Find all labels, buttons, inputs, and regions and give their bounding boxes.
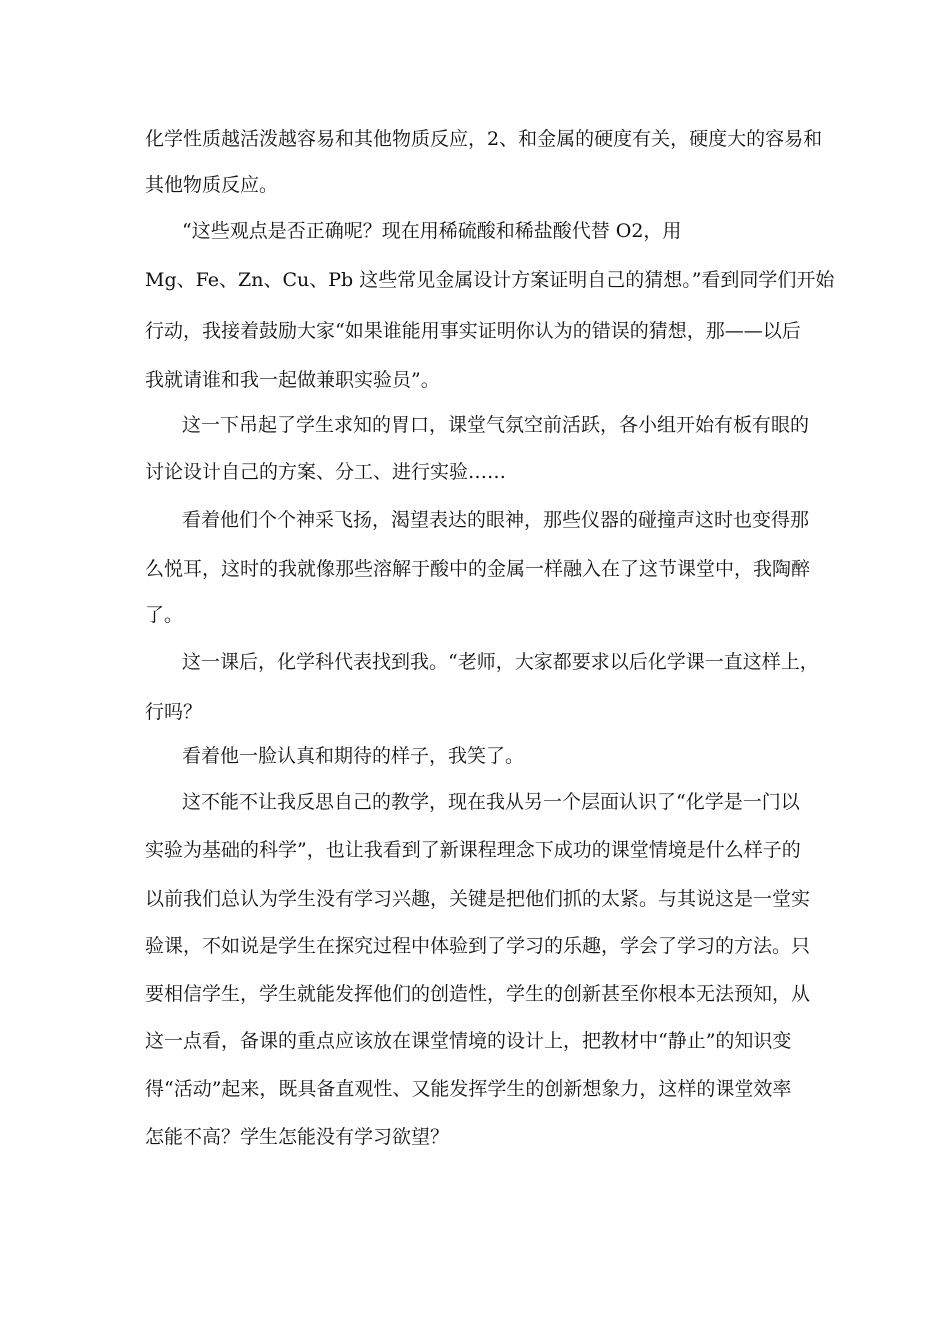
text-line-16: 实验为基础的科学”，也让我看到了新课程理念下成功的课堂情境是什么样子的 [145, 839, 801, 861]
text-line-8: 讨论设计自己的方案、分工、进行实验…… [145, 461, 507, 483]
text-line-22: 怎能不高？学生怎能没有学习欲望？ [145, 1126, 450, 1148]
text-line-1: 化学性质越活泼越容易和其他物质反应，2、和金属的硬度有关，硬度大的容易和 [145, 128, 823, 150]
text-line-7: 这一下吊起了学生求知的胃口，课堂气氛空前活跃，各小组开始有板有眼的 [182, 414, 810, 436]
text-line-11: 了。 [145, 604, 184, 626]
text-line-19: 要相信学生，学生就能发挥他们的创造性，学生的创新甚至你根本无法预知，从 [145, 983, 811, 1005]
text-line-20: 这一点看，备课的重点应该放在课堂情境的设计上，把教材中“静止”的知识变 [145, 1030, 792, 1052]
text-line-12: 这一课后，化学科代表找到我。“老师，大家都要求以后化学课一直这样上， [182, 651, 819, 673]
text-line-4: Mg、Fe、Zn、Cu、Pb 这些常见金属设计方案证明自己的猜想。”看到同学们开始 [145, 269, 835, 291]
text-line-5: 行动，我接着鼓励大家“如果谁能用事实证明你认为的错误的猜想，那——以后 [145, 320, 801, 342]
text-line-3: “这些观点是否正确呢？现在用稀硫酸和稀盐酸代替 O2，用 [182, 220, 682, 242]
text-line-17: 以前我们总认为学生没有学习兴趣，关键是把他们抓的太紧。与其说这是一堂实 [145, 888, 811, 910]
text-line-13: 行吗？ [145, 701, 203, 723]
text-line-15: 这不能不让我反思自己的教学，现在我从另一个层面认识了“化学是一门以 [182, 791, 800, 813]
text-line-14: 看着他一脸认真和期待的样子，我笑了。 [182, 745, 525, 767]
text-line-21: 得“活动”起来，既具备直观性、又能发挥学生的创新想象力，这样的课堂效率 [145, 1078, 792, 1100]
text-line-9: 看着他们个个神采飞扬，渴望表达的眼神，那些仪器的碰撞声这时也变得那 [182, 509, 810, 531]
text-line-18: 验课，不如说是学生在探究过程中体验到了学习的乐趣，学会了学习的方法。只 [145, 935, 811, 957]
text-line-2: 其他物质反应。 [145, 174, 279, 196]
text-line-6: 我就请谁和我一起做兼职实验员”。 [145, 369, 440, 391]
text-line-10: 么悦耳，这时的我就像那些溶解于酸中的金属一样融入在了这节课堂中，我陶醉 [145, 558, 811, 580]
